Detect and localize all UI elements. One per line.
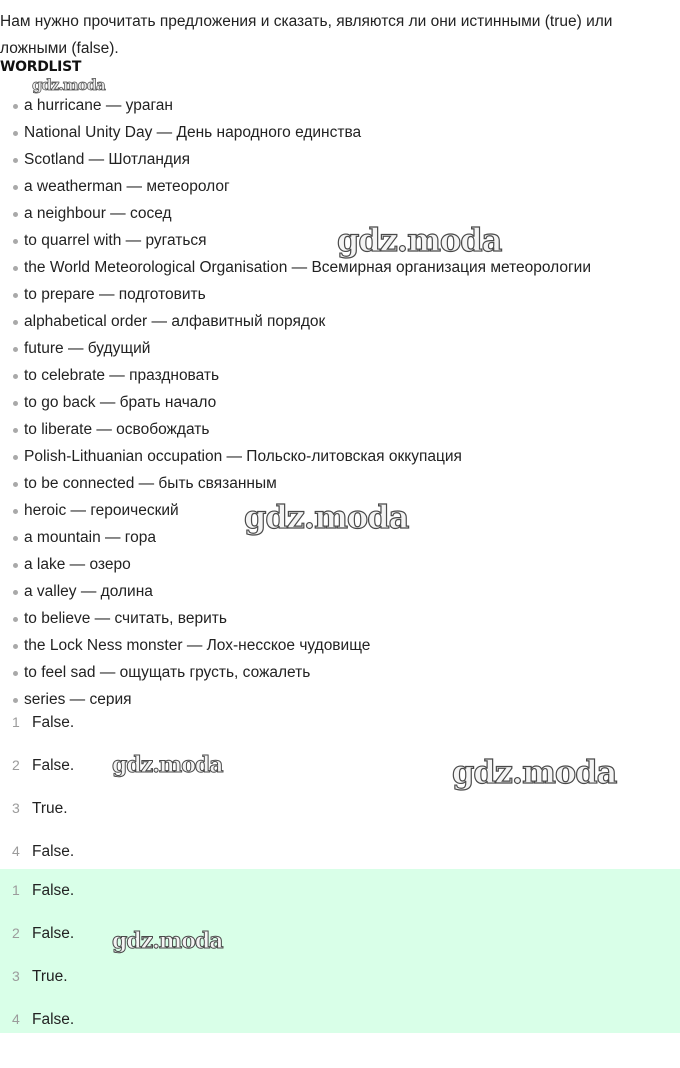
answer-text: False.: [32, 925, 75, 942]
highlighted-answer-list: [0, 869, 680, 1033]
answer-text: True.: [32, 968, 68, 985]
wordlist-item: alphabetical order — алфавитный порядок: [0, 308, 680, 335]
wordlist-item: heroic — героический: [0, 497, 680, 524]
answer-number: 4: [12, 1011, 20, 1027]
answer-number: 3: [12, 968, 20, 984]
wordlist-item: a valley — долина: [0, 578, 680, 605]
wordlist-item: a hurricane — ураган: [0, 92, 680, 119]
answer-number: 2: [12, 925, 20, 941]
watermark-logo: gdz.moda: [112, 752, 223, 778]
wordlist-item: to celebrate — праздновать: [0, 362, 680, 389]
answer-item: [0, 955, 680, 998]
wordlist-item: a weatherman — метеоролог: [0, 173, 680, 200]
watermark-logo: gdz.moda: [337, 221, 502, 259]
answer-item: [0, 998, 680, 1041]
wordlist-heading: WORDLIST: [0, 59, 82, 75]
wordlist-item: to be connected — быть связанным: [0, 470, 680, 497]
watermark-logo: gdz.moda: [32, 76, 105, 94]
answer-text: False.: [32, 714, 75, 731]
wordlist-item: Scotland — Шотландия: [0, 146, 680, 173]
wordlist-item: to prepare — подготовить: [0, 281, 680, 308]
wordlist-item: to liberate — освобождать: [0, 416, 680, 443]
answer-number: 1: [12, 714, 20, 730]
wordlist-item: National Unity Day — День народного единства: [0, 119, 680, 146]
watermark-logo: gdz.moda: [244, 498, 409, 536]
answer-item: [0, 701, 680, 744]
watermark-logo: gdz.moda: [112, 928, 223, 954]
wordlist-item: to go back — брать начало: [0, 389, 680, 416]
wordlist-item: to believe — считать, верить: [0, 605, 680, 632]
answer-text: False.: [32, 882, 75, 899]
answer-item: [0, 787, 680, 830]
task-instruction: Нам нужно прочитать предложения и сказать, являются ли они истинными (true) или ложными (false).: [0, 13, 613, 57]
answer-item: [0, 830, 680, 873]
wordlist-item: future — будущий: [0, 335, 680, 362]
wordlist-item: the World Meteorological Organisation — Всемирная организация метеорологии: [0, 254, 680, 281]
answer-number: 2: [12, 757, 20, 773]
wordlist-item: to quarrel with — ругаться: [0, 227, 680, 254]
wordlist-item: the Lock Ness monster — Лох-несское чудовище: [0, 632, 680, 659]
answer-item: [0, 869, 680, 912]
answer-item: [0, 744, 680, 787]
wordlist-item: a lake — озеро: [0, 551, 680, 578]
answer-text: False.: [32, 843, 75, 860]
wordlist-item: a mountain — гора: [0, 524, 680, 551]
answer-number: 4: [12, 843, 20, 859]
wordlist: [0, 92, 680, 706]
wordlist-item: to feel sad — ощущать грусть, сожалеть: [0, 659, 680, 686]
wordlist-item: series — серия: [0, 686, 680, 706]
answer-text: False.: [32, 1011, 75, 1028]
answer-text: False.: [32, 757, 75, 774]
answer-text: True.: [32, 800, 68, 817]
answer-number: 3: [12, 800, 20, 816]
answer-item: [0, 912, 680, 955]
watermark-logo: gdz.moda: [452, 753, 617, 791]
wordlist-item: Polish-Lithuanian occupation — Польско-литовская оккупация: [0, 443, 680, 470]
wordlist-item: a neighbour — сосед: [0, 200, 680, 227]
answer-list: [0, 701, 680, 873]
answer-number: 1: [12, 882, 20, 898]
